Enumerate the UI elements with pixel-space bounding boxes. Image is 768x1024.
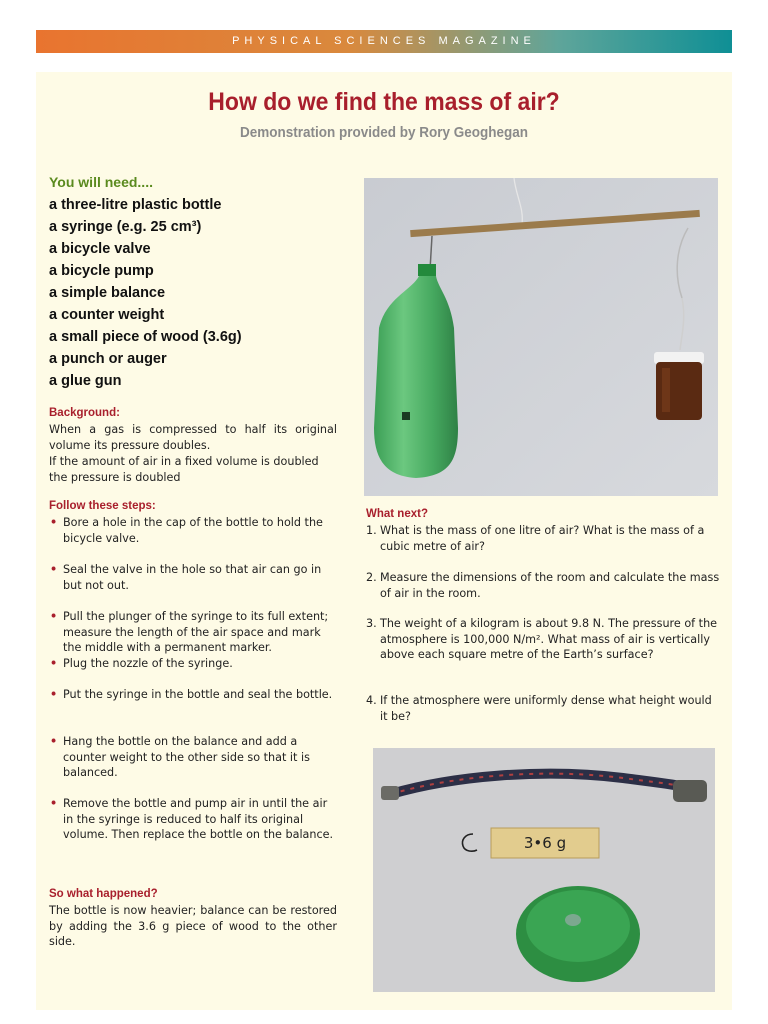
step-text: Pull the plunger of the syringe to its full extent; measure the length of the air space and mark the middle with a permanent marker. xyxy=(63,610,329,654)
item-number: 1. xyxy=(366,524,377,537)
bottle-balance-illustration xyxy=(364,178,718,496)
list-item xyxy=(366,523,720,554)
result-heading: So what happened? xyxy=(49,888,158,900)
result-text: The bottle is now heavier; balance can be restored by adding the 3.6 g piece of wood to the other side. xyxy=(49,904,337,948)
magazine-banner: PHYSICAL SCIENCES MAGAZINE xyxy=(36,30,732,53)
equipment-illustration xyxy=(373,748,715,992)
step-text: Hang the bottle on the balance and add a counter weight to the other side so that it is balanced. xyxy=(63,735,310,779)
list-item: a bicycle pump xyxy=(49,263,154,279)
item-text: Measure the dimensions of the room and calculate the mass of air in the room. xyxy=(380,571,720,600)
item-number: 4. xyxy=(366,694,377,707)
step-text: Plug the nozzle of the syringe. xyxy=(63,657,233,670)
article-subtitle: Demonstration provided by Rory Geoghegan xyxy=(239,124,529,141)
bullet-icon: • xyxy=(50,516,58,529)
bullet-icon: • xyxy=(50,688,58,701)
wood-label: 3•6 g xyxy=(523,834,567,852)
list-item xyxy=(366,693,720,724)
background-heading: Background: xyxy=(49,407,120,419)
bullet-icon: • xyxy=(50,735,58,748)
bullet-icon: • xyxy=(50,657,58,670)
bullet-icon: • xyxy=(50,797,58,810)
list-item: a bicycle valve xyxy=(49,241,151,257)
list-item: a glue gun xyxy=(49,373,122,389)
list-item: a three-litre plastic bottle xyxy=(49,197,222,213)
background-text: When a gas is compressed to half its original volume its pressure doubles. xyxy=(49,423,337,452)
list-item: a syringe (e.g. 25 cm³) xyxy=(49,219,202,235)
list-item xyxy=(366,570,720,601)
next-heading: What next? xyxy=(366,508,428,520)
step-text: Bore a hole in the cap of the bottle to hold the bicycle valve. xyxy=(63,516,323,545)
step-text: Put the syringe in the bottle and seal the bottle. xyxy=(63,688,333,701)
list-item xyxy=(49,562,339,593)
step-text: Seal the valve in the hole so that air can go in but not out. xyxy=(63,563,322,592)
list-item xyxy=(49,656,339,672)
list-item xyxy=(49,609,339,656)
list-item: a counter weight xyxy=(49,307,165,323)
background-text-2: If the amount of air in a fixed volume is doubled the pressure is doubled xyxy=(49,455,319,484)
list-item xyxy=(49,515,339,546)
bullet-icon: • xyxy=(50,563,58,576)
list-item xyxy=(49,734,339,781)
bottle-balance-photo xyxy=(364,178,718,496)
article-title: How do we find the mass of air? xyxy=(208,88,560,116)
step-text: Remove the bottle and pump air in until the air in the syringe is reduced to half its original volume. Then replace the bottle on the balance. xyxy=(63,797,334,841)
list-item xyxy=(366,616,720,663)
item-text: If the atmosphere were uniformly dense what height would it be? xyxy=(380,694,712,723)
item-text: What is the mass of one litre of air? What is the mass of a cubic metre of air? xyxy=(380,524,705,553)
item-number: 3. xyxy=(366,617,377,630)
materials-heading: You will need.... xyxy=(49,174,153,190)
item-text: The weight of a kilogram is about 9.8 N. The pressure of the atmosphere is 100,000 N/m². What mass of air is vertically above each square metre of the Earth’s surface? xyxy=(380,617,718,661)
materials-list xyxy=(49,194,242,392)
steps-heading: Follow these steps: xyxy=(49,500,156,512)
bullet-icon: • xyxy=(50,610,58,623)
equipment-photo xyxy=(373,748,715,992)
list-item xyxy=(49,687,339,703)
list-item: a punch or auger xyxy=(49,351,167,367)
list-item xyxy=(49,796,339,843)
list-item: a small piece of wood (3.6g) xyxy=(49,329,242,345)
list-item: a simple balance xyxy=(49,285,166,301)
item-number: 2. xyxy=(366,571,377,584)
